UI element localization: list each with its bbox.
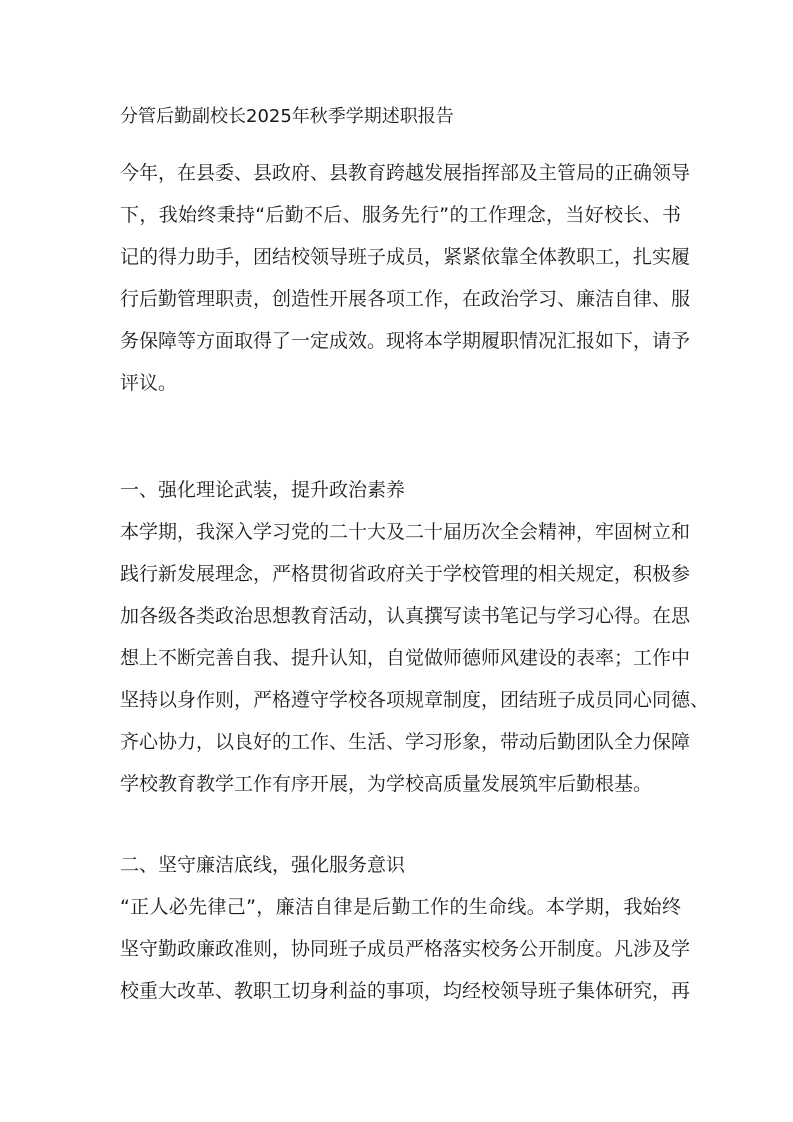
section1-line: 加各级各类政治思想教育活动，认真撰写读书笔记与学习心得。在思	[120, 605, 691, 627]
section1-line: 坚持以身作则，严格遵守学校各项规章制度，团结班子成员同心同德、	[120, 689, 710, 711]
section2-line: 坚守勤政廉政准则，协同班子成员严格落实校务公开制度。凡涉及学	[120, 938, 691, 960]
intro-line: 行后勤管理职责，创造性开展各项工作，在政治学习、廉洁自律、服	[120, 288, 691, 310]
section1-line: 本学期，我深入学习党的二十大及二十届历次全会精神，牢固树立和	[120, 521, 691, 543]
section1-heading: 一、强化理论武装，提升政治素养	[120, 479, 406, 501]
section1-line: 践行新发展理念，严格贯彻省政府关于学校管理的相关规定，积极参	[120, 563, 691, 585]
section2-line: “正人必先律己”，廉洁自律是后勤工作的生命线。本学期，我始终	[120, 896, 681, 918]
intro-line: 下，我始终秉持“后勤不后、服务先行”的工作理念，当好校长、书	[120, 204, 681, 226]
section1-line: 想上不断完善自我、提升认知，自觉做师德师风建设的表率；工作中	[120, 647, 691, 669]
intro-line: 今年，在县委、县政府、县教育跨越发展指挥部及主管局的正确领导	[120, 162, 691, 184]
section2-heading: 二、坚守廉洁底线，强化服务意识	[120, 854, 406, 876]
intro-line: 务保障等方面取得了一定成效。现将本学期履职情况汇报如下，请予	[120, 330, 691, 352]
section2-line: 校重大改革、教职工切身利益的事项，均经校领导班子集体研究，再	[120, 980, 691, 1002]
intro-line: 记的得力助手，团结校领导班子成员，紧紧依靠全体教职工，扎实履	[120, 246, 691, 268]
section1-line: 学校教育教学工作有序开展，为学校高质量发展筑牢后勤根基。	[120, 773, 653, 795]
document-title: 分管后勤副校长2025年秋季学期述职报告	[120, 106, 454, 127]
intro-line: 评议。	[120, 372, 178, 394]
section1-line: 齐心协力，以良好的工作、生活、学习形象，带动后勤团队全力保障	[120, 731, 691, 753]
